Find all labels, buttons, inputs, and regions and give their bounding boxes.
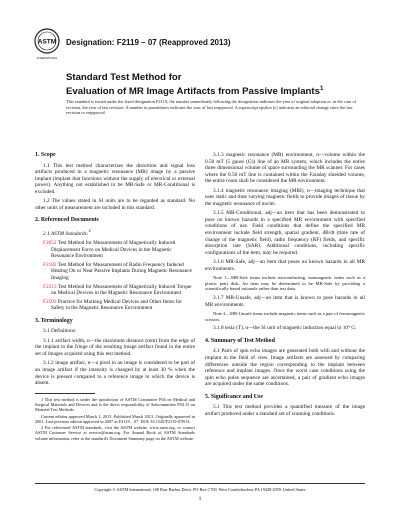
note-2: Note 2—MR-Unsafe items include magnetic items such as a pair of ferromagnetic scissors. xyxy=(205,311,365,322)
footnote-1: 1 This test method is under the jurisdiction of ASTM Committee F04 on Medical and Surgical Materials and Devices and is the direct responsibility of Subcommittee F04.15 on Material Test Methods. xyxy=(35,396,195,413)
scope-heading: 1. Scope xyxy=(35,152,56,158)
ref-title: Test Method for Measurement of Magnetically Induced Displacement Force on Medical Devices in the Magnetic Resonance Environment xyxy=(51,240,176,260)
logo-label: ASTM xyxy=(37,38,57,46)
scope-1-2: 1.2 The values stated in SI units are to be regarded as standard. No other units of measurement are included in this standard. xyxy=(35,198,195,211)
def-3-1-6: 3.1.6 MR-Safe, adj—an item that poses no known hazards in all MR environments. xyxy=(205,259,365,272)
title-line-2 xyxy=(66,84,366,98)
copyright-footer: Copyright © ASTM International, 100 Barr Harbor Drive, PO Box C700, West Conshohocken, PA 19428-2959. United States xyxy=(35,483,365,492)
logo-sub: INTERNATIONAL xyxy=(36,57,58,60)
def-3-1-7: 3.1.7 MR-Unsafe, adj—an item that is known to pose hazards in all MR environments. xyxy=(205,295,365,308)
def-3-1-5: 3.1.5 MR-Conditional, adj—an item that has been demonstrated to pose no known hazards in a specified MR environment with specified conditions of use. Field conditions that define the specified MR environment include field strength, spatial gradient, dB/dt (time rate of change of the magnetic field), radio frequency (RF) fields, and specific absorption rate (SAR). Additional conditions, including specific configurations of the item, may be required. xyxy=(205,210,365,256)
significance-heading: 5. Significance and Use xyxy=(205,393,263,400)
ref-item xyxy=(35,299,195,312)
refdocs-2-1-label: 2.1 ASTM Standards: xyxy=(43,230,89,237)
terminology-heading: 3. Terminology xyxy=(35,317,73,324)
def-3-1-1: 3.1.1 artifact width, n—the maximum distance (mm) from the edge of the implant to the fringe of the resulting image artifact found in the entire set of images acquired using this test method. xyxy=(35,337,195,357)
refdocs-heading: 2. Referenced Documents xyxy=(35,217,99,224)
ref-title: Test Method for Measurement of Magnetically Induced Torque on Medical Devices in the Magnetic Resonance Environment xyxy=(51,283,192,297)
title-footnote-mark: 1 xyxy=(319,85,324,92)
designation-label: Designation: xyxy=(66,38,115,47)
title-line-1: Standard Test Method for xyxy=(66,72,182,83)
footnote-2: 2 For referenced ASTM standards, visit the ASTM website, www.astm.org, or contact ASTM Customer Service at service@astm.org. For Annual Book of ASTM Standards volume information, refer to the standard's Document Summary page on the ASTM website. xyxy=(35,425,195,441)
summary-heading: 4. Summary of Test Method xyxy=(205,337,275,344)
significance-5-1: 5.1 This test method provides a quantified measure of the image artifact produced under a standard set of scanning conditions. xyxy=(205,404,365,417)
ref-code-link[interactable]: F2503 xyxy=(43,298,57,305)
ref-title: Test Method for Measurement of Radio Frequency Induced Heating On or Near Passive Implants During Magnetic Resonance Imaging xyxy=(51,261,192,281)
ref-code-link[interactable]: F2182 xyxy=(43,261,57,268)
right-column xyxy=(205,152,365,420)
footnote-rule xyxy=(35,393,95,394)
astm-logo xyxy=(34,28,60,62)
def-3-1-2: 3.1.2 image artifact, n—a pixel in an image is considered to be part of an image artifact if the intensity is changed by at least 30 % when the device is present compared to a reference image in which the device is absent. xyxy=(35,360,195,387)
refdocs-2-1 xyxy=(35,228,195,237)
ref-code-link[interactable]: F2052 xyxy=(43,240,57,247)
ref-item xyxy=(35,240,195,260)
refdocs-footnote-mark: 2 xyxy=(88,227,91,233)
summary-4-1: 4.1 Pairs of spin echo images are generated both with and without the implant in the field of view. Image artifacts are assessed by comparing differences outside the region corresponding to the implant between reference and implant images. Once the worst case conditions using the spin echo pulse sequence are ascertained, a pair of gradient echo images are acquired under the same conditions. xyxy=(205,348,365,388)
note-1: Note 1—MR-Safe items include nonconducting, nonmagnetic items such as a plastic petri dish. An item may be determined to be MR-Safe by providing a scientifically based rationale rather than test data. xyxy=(205,275,365,292)
def-3-1-4: 3.1.4 magnetic resonance imaging (MRI), n—imaging technique that uses static and time varying magnetic fields to provide images of tissue by the magnetic resonance of nuclei. xyxy=(205,187,365,207)
def-3-1-3: 3.1.3 magnetic resonance (MR) environment, n—volume within the 0.50 mT (5 gauss (G)) line of an MR system, which includes the entire three dimensional volume of space surrounding the MR scanner. For cases where the 0.50 mT line is contained within the Faraday shielded volume, the entire room shall be considered the MR environment. xyxy=(205,152,365,185)
footnote-1-edition: Current edition approved March 1, 2013. Published March 2013. Originally approved in 2001. Last previous edition approved in 2007 as F2119 – 07. DOI: 10.1520/F2119-07R13. xyxy=(35,413,195,424)
designation xyxy=(66,38,231,47)
preface-note: This standard is issued under the fixed designation F2119; the number immediately following the designation indicates the year of original adoption or, in the case of revision, the year of last revision. A number in parentheses indicates the year of last reapproval. A superscript epsilon (ε) indicates an editorial change since the last revision or reapproval. xyxy=(66,99,357,116)
left-column xyxy=(35,152,195,442)
ref-code-link[interactable]: F2213 xyxy=(43,283,57,290)
ref-item xyxy=(35,284,195,297)
defs-3-1: 3.1 Definitions: xyxy=(43,328,77,335)
page-number: 1 xyxy=(198,496,202,502)
document-title xyxy=(66,72,366,97)
def-3-1-8: 3.1.8 tesla (T), n—the SI unit of magnetic induction equal to 10⁴ G. xyxy=(213,325,357,332)
ref-title: Practice for Marking Medical Devices and Other Items for Safety in the Magnetic Resonance Environment xyxy=(51,298,183,312)
designation-code: F2119 – 07 (Reapproved 2013) xyxy=(116,38,231,47)
scope-1-1: 1.1 This test method characterizes the distortion and signal loss artifacts produced in a magnetic resonance (MR) image by a passive implant (implant that functions without the supply of electrical or external power). Anything not established to be MR-Safe or MR-Conditional is excluded. xyxy=(35,162,195,195)
ref-item xyxy=(35,262,195,282)
title-text: Evaluation of MR Image Artifacts from Passive Implants xyxy=(66,85,320,97)
